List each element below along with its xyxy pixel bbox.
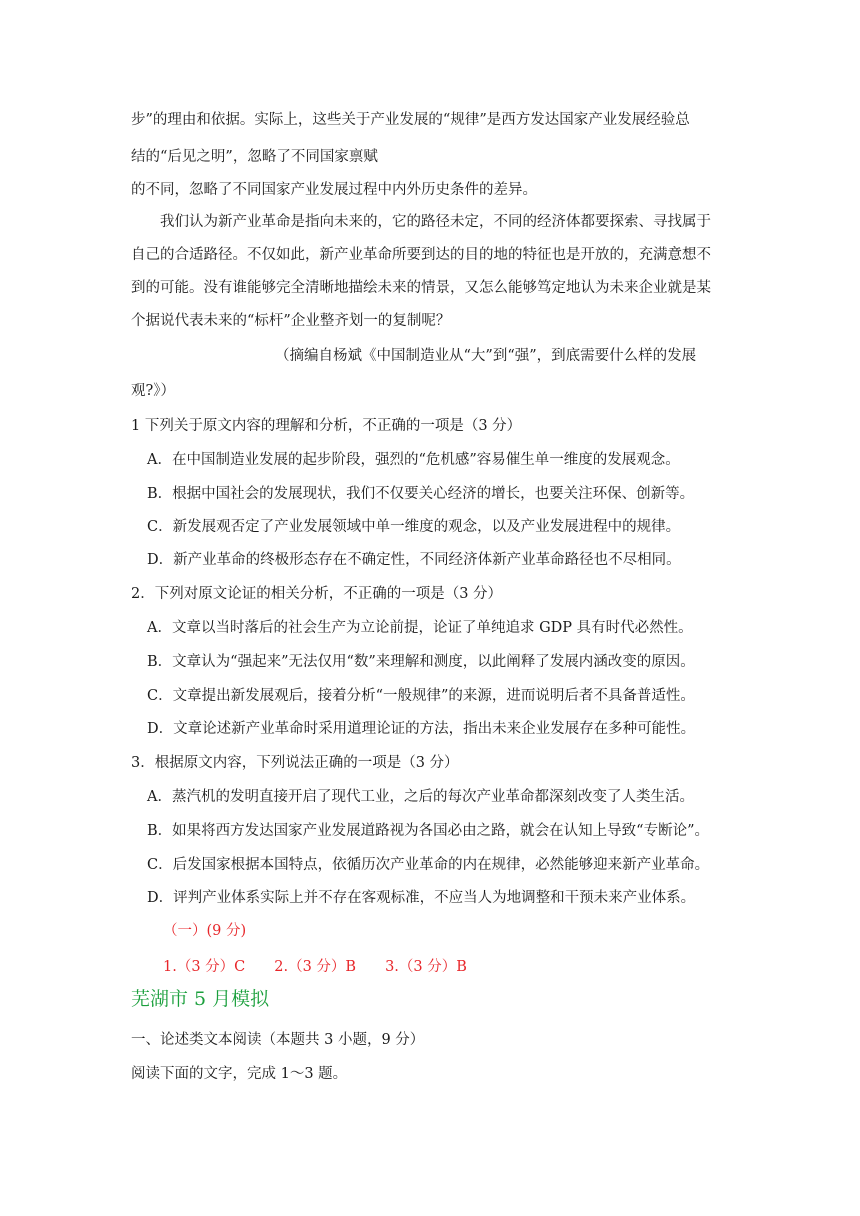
question-stem: 1 下列关于原文内容的理解和分析，不正确的一项是（3 分）: [131, 418, 522, 434]
question-option: A．蒸汽机的发明直接开启了现代工业，之后的每次产业革命都深刻改变了人类生活。: [147, 789, 694, 805]
question-option: A．在中国制造业发展的起步阶段，强烈的“危机感”容易催生单一维度的发展观念。: [147, 452, 680, 468]
section-instruction: 阅读下面的文字，完成 1～3 题。: [131, 1066, 348, 1082]
question-option: C．后发国家根据本国特点，依循历次产业革命的内在规律，必然能够迎来新产业革命。: [147, 857, 710, 873]
question-option: B．文章认为“强起来”无法仅用“数”来理解和测度，以此阐释了发展内涵改变的原因。: [147, 654, 695, 670]
citation: （摘编自杨斌《中国制造业从“大”到“强”，到底需要什么样的发展: [275, 348, 697, 364]
question-stem: 2．下列对原文论证的相关分析，不正确的一项是（3 分）: [131, 586, 503, 602]
question-option: D．新产业革命的终极形态存在不确定性，不同经济体新产业革命路径也不尽相同。: [147, 552, 681, 568]
question-option: C．新发展观否定了产业发展领域中单一维度的观念，以及产业发展进程中的规律。: [147, 519, 681, 535]
answer-header: （一）(9 分): [163, 923, 247, 939]
question-option: D．文章论述新产业革命时采用道理论证的方法，指出未来企业发展存在多种可能性。: [147, 721, 696, 737]
passage-line: 步”的理由和依据。实际上，这些关于产业发展的“规律”是西方发达国家产业发展经验总: [131, 112, 690, 128]
answer-key: 1.（3 分）C 2.（3 分）B 3.（3 分）B: [163, 959, 467, 975]
passage-line: 自己的合适路径。不仅如此，新产业革命所要到达的目的地的特征也是开放的，充满意想不: [131, 247, 711, 263]
question-option: D．评判产业体系实际上并不存在客观标准，不应当人为地调整和干预未来产业体系。: [147, 890, 696, 906]
passage-line: 我们认为新产业革命是指向未来的，它的路径未定，不同的经济体都要探索、寻找属于: [160, 214, 711, 230]
question-option: A．文章以当时落后的社会生产为立论前提，论证了单纯追求 GDP 具有时代必然性。: [147, 620, 693, 636]
section-title: 芜湖市 5 月模拟: [131, 988, 270, 1010]
passage-line: 的不同，忽略了不同国家产业发展过程中内外历史条件的差异。: [131, 182, 537, 198]
passage-line: 到的可能。没有谁能够完全清晰地描绘未来的情景，又怎么能够笃定地认为未来企业就是某: [131, 280, 711, 296]
question-option: C．文章提出新发展观后，接着分析“一般规律”的来源，进而说明后者不具备普适性。: [147, 688, 695, 704]
question-option: B．如果将西方发达国家产业发展道路视为各国必由之路，就会在认知上导致“专断论”。: [147, 823, 709, 839]
question-option: B．根据中国社会的发展现状，我们不仅要关心经济的增长，也要关注环保、创新等。: [147, 486, 695, 502]
passage-line: 结的“后见之明”，忽略了不同国家禀赋: [131, 149, 378, 165]
passage-line: 个据说代表未来的“标杆”企业整齐划一的复制呢？: [131, 313, 451, 329]
section-subtitle: 一、论述类文本阅读（本题共 3 小题，9 分）: [131, 1032, 425, 1048]
citation: 观?》）: [131, 383, 176, 399]
question-stem: 3．根据原文内容，下列说法正确的一项是（3 分）: [131, 755, 459, 771]
